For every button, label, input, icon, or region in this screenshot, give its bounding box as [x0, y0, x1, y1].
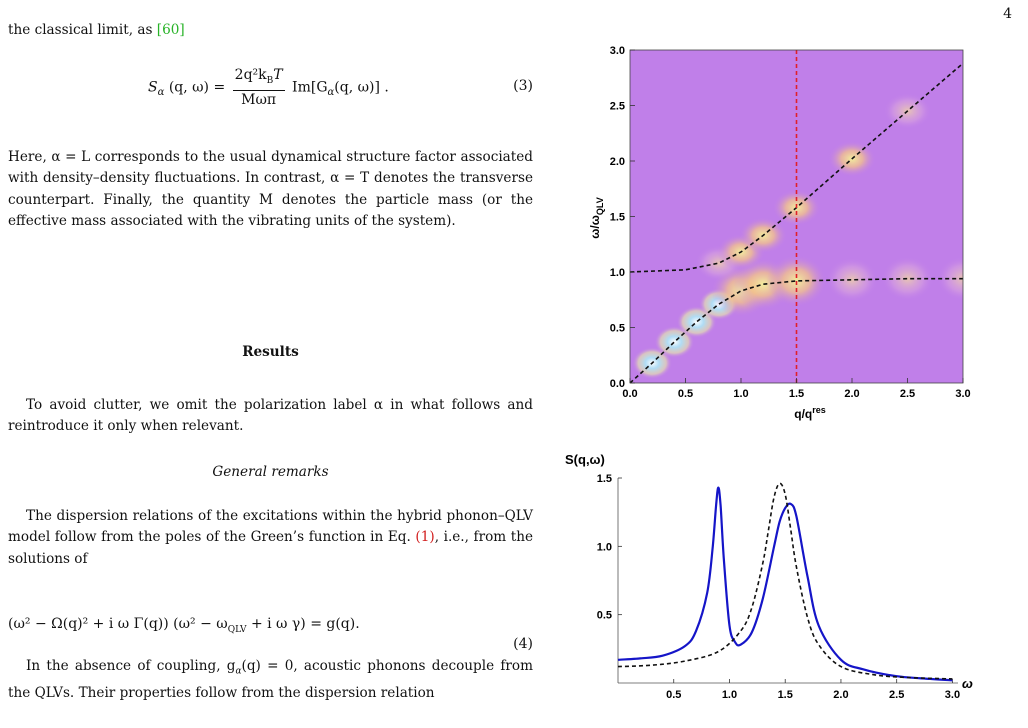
equation-4-number: (4) [513, 636, 533, 652]
dispersion-heatmap [585, 40, 985, 430]
sq-y-tick-label: 1.0 [596, 541, 612, 554]
heatmap-xlabel: $q/q^{res}$ [794, 405, 826, 421]
para-here: Here, α = L corresponds to the usual dynamical structure factor associated with density–density fluctuations. In contrast, α = T denotes the transverse counterpart. Finally, the quantity M denotes the particle mass (or the effective mass associated with the vibrating units of the system). [8, 149, 533, 230]
sq-x-tick-label: 1.5 [777, 689, 793, 701]
heatmap-x-tick-label: 0.5 [677, 388, 694, 400]
sq-y-tick-label: 0.5 [596, 609, 612, 622]
para-clutter: To avoid clutter, we omit the polarization label α in what follows and reintroduce it only when relevant. [8, 397, 533, 435]
heatmap-y-tick-label: 1.5 [609, 211, 625, 224]
heatmap-y-tick-label: 3.0 [609, 45, 625, 57]
sq-x-tick-label: 0.5 [666, 689, 682, 701]
intro-line: the classical limit, as [60] [8, 22, 185, 38]
heatmap-y-tick-label: 2.0 [609, 156, 625, 168]
uncoupled-spectrum-dashed-line [618, 483, 952, 678]
para-absence: In the absence of coupling, $g_\alpha(q) = 0$, acoustic phonons decouple from the QLVs. Their properties follow from the dispersion relation [8, 658, 533, 702]
sq-x-tick-label: 2.0 [833, 689, 849, 701]
structure-factor-axes [597, 473, 960, 701]
citation-60[interactable]: [60] [156, 22, 185, 38]
equation-3-number: (3) [513, 78, 533, 94]
heatmap-x-tick-label: 0.0 [622, 388, 638, 400]
sq-y-tick-label: 1.5 [596, 473, 612, 485]
sq-x-tick-label: 3.0 [944, 689, 961, 701]
heatmap-plot-area [630, 50, 985, 383]
heatmap-y-tick-label: 2.5 [609, 100, 625, 113]
coupled-spectrum-line [618, 488, 952, 681]
equation-ref-1[interactable]: (1) [415, 529, 435, 546]
para-dispersion: The dispersion relations of the excitations within the hybrid phonon–QLV model follow from the poles of the Green’s function in Eq. (1), i.e., from the solutions of [8, 508, 533, 567]
general-remarks-heading: General remarks [212, 464, 329, 480]
structure-factor-chart [560, 448, 990, 723]
structure-factor-title: S(q,ω) [565, 452, 605, 467]
heatmap-y-tick-label: 1.0 [609, 267, 625, 279]
heatmap-x-tick-label: 2.5 [899, 388, 916, 400]
eq3-fraction: $\frac{2q^2k_BT}{\text{Mωπ}}$ [234, 67, 283, 108]
results-heading: Results [242, 344, 299, 360]
heatmap-x-tick-label: 3.0 [955, 388, 971, 400]
sq-x-tick-label: 1.0 [721, 689, 738, 701]
heatmap-y-tick-label: 0.5 [609, 322, 625, 335]
page-number: 4 [1003, 6, 1012, 22]
heatmap-y-tick-label: 0.0 [609, 378, 625, 390]
heatmap-x-tick-label: 1.0 [733, 388, 749, 400]
structure-factor-xlabel: ω [962, 676, 973, 691]
heatmap-x-tick-label: 1.5 [788, 388, 805, 400]
heatmap-x-tick-label: 2.0 [844, 388, 860, 400]
sq-x-tick-label: 2.5 [889, 689, 905, 701]
structure-factor-lines [618, 483, 952, 680]
heatmap-ylabel: $\omega/\omega_{QLV}$ [588, 197, 605, 239]
